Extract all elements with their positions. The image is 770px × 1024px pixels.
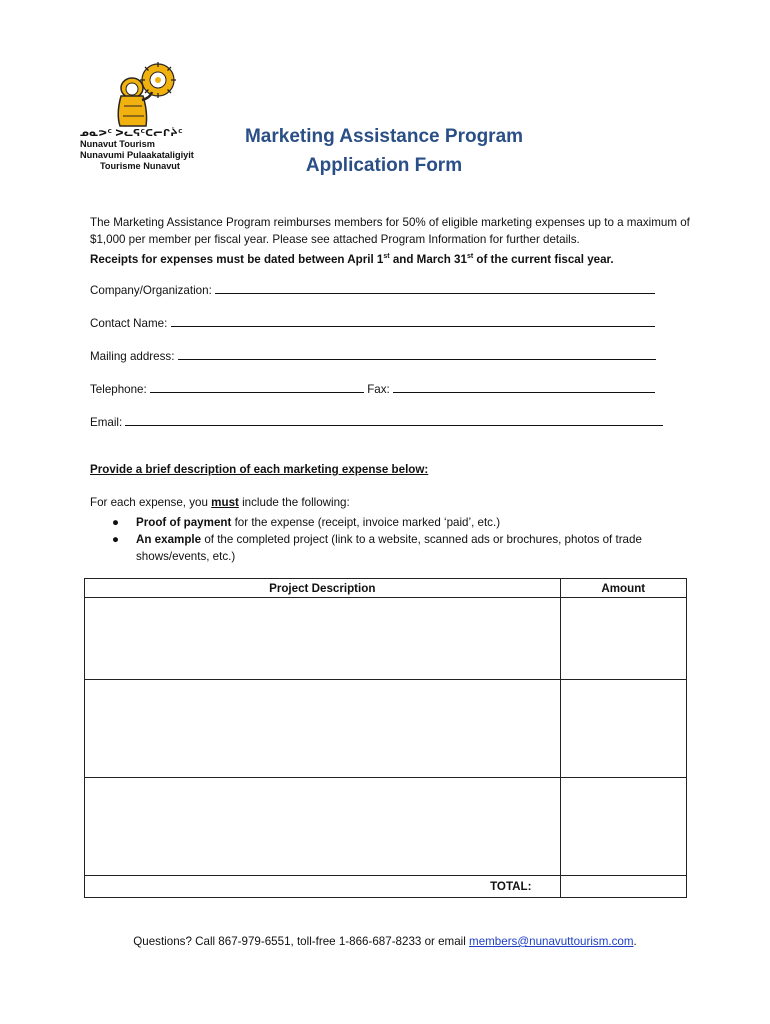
requirements-intro xyxy=(90,496,350,509)
mailing-field[interactable] xyxy=(90,348,656,363)
contact-input-line[interactable] xyxy=(171,315,655,327)
footer-end: . xyxy=(633,935,637,948)
footer-contact xyxy=(0,935,770,948)
section-heading: Provide a brief description of each marketing expense below: xyxy=(90,463,429,476)
email-label: Email: xyxy=(90,416,123,429)
amount-cell[interactable] xyxy=(560,778,687,876)
table-header-row xyxy=(85,579,687,598)
email-link[interactable]: members@nunavuttourism.com xyxy=(469,935,634,948)
logo-figure-icon xyxy=(112,62,182,132)
receipts-sup-1: st xyxy=(383,253,390,260)
table-row xyxy=(85,680,687,778)
mailing-input-line[interactable] xyxy=(178,348,656,360)
company-input-line[interactable] xyxy=(215,282,655,294)
email-input-line[interactable] xyxy=(125,414,663,426)
company-label: Company/Organization: xyxy=(90,284,212,297)
telephone-field[interactable] xyxy=(90,381,655,396)
requirements-intro-b: include the following: xyxy=(238,496,350,509)
amount-cell[interactable] xyxy=(560,680,687,778)
receipts-text-b: and March 31 xyxy=(389,252,467,266)
total-amount-cell[interactable] xyxy=(560,876,687,898)
contact-label: Contact Name: xyxy=(90,317,168,330)
logo-text xyxy=(80,128,230,172)
title-line-1: Marketing Assistance Program xyxy=(244,126,524,147)
nunavut-tourism-logo xyxy=(80,62,230,177)
list-item xyxy=(112,531,692,565)
table-row xyxy=(85,598,687,680)
list-item xyxy=(112,514,692,531)
amount-header: Amount xyxy=(560,579,687,598)
item-bold: An example xyxy=(136,533,202,546)
receipts-text-c: of the current fiscal year. xyxy=(473,252,614,266)
intro-text: The Marketing Assistance Program reimburses members for 50% of eligible marketing expenses up to a maximum of $1,000 per member per fiscal year. Please see attached Program Information for further details. xyxy=(90,216,690,246)
footer-text: Questions? Call 867-979-6551, toll-free 1-866-687-8233 or email xyxy=(133,935,470,948)
sun-icon xyxy=(140,62,176,98)
expense-table xyxy=(84,578,687,898)
item-text: for the expense (receipt, invoice marked ‘paid’, etc.) xyxy=(231,516,501,529)
company-field[interactable] xyxy=(90,282,655,297)
logo-syllabics: ᓄᓇᕗᑦ ᐳᓚᕋᑦᑕᓕᒋᔩᑦ xyxy=(80,128,183,139)
total-label: TOTAL: xyxy=(85,876,561,898)
title-line-2: Application Form xyxy=(305,155,463,176)
table-row xyxy=(85,778,687,876)
description-cell[interactable] xyxy=(85,598,561,680)
amount-cell[interactable] xyxy=(560,598,687,680)
total-row xyxy=(85,876,687,898)
page-title xyxy=(210,122,558,180)
receipts-note xyxy=(90,253,614,266)
logo-name-line: Nunavut Tourism xyxy=(80,139,155,149)
receipts-sup-2: st xyxy=(466,253,474,260)
bullet-icon: ● xyxy=(112,533,120,546)
item-bold: Proof of payment xyxy=(136,516,232,529)
logo-name-line: Tourisme Nunavut xyxy=(100,161,180,171)
telephone-input-line[interactable] xyxy=(150,381,364,393)
requirements-intro-a: For each expense, you xyxy=(90,496,212,509)
logo-name-line: Nunavumi Pulaakataligiyit xyxy=(80,150,194,160)
fax-input-line[interactable] xyxy=(393,381,655,393)
intro-paragraph xyxy=(90,214,690,268)
requirements-list xyxy=(112,514,692,565)
email-field[interactable] xyxy=(90,414,663,429)
description-cell[interactable] xyxy=(85,680,561,778)
item-text: of the completed project (link to a website, scanned ads or brochures, photos of trade shows/events, etc.) xyxy=(136,533,642,563)
bullet-icon: ● xyxy=(112,516,120,529)
mailing-label: Mailing address: xyxy=(90,350,175,363)
description-cell[interactable] xyxy=(85,778,561,876)
telephone-label: Telephone: xyxy=(90,383,147,396)
contact-field[interactable] xyxy=(90,315,655,330)
project-description-header: Project Description xyxy=(85,579,561,598)
receipts-text-a: Receipts for expenses must be dated between April 1 xyxy=(90,252,384,266)
fax-label: Fax: xyxy=(367,383,390,396)
requirements-must: must xyxy=(211,496,239,509)
